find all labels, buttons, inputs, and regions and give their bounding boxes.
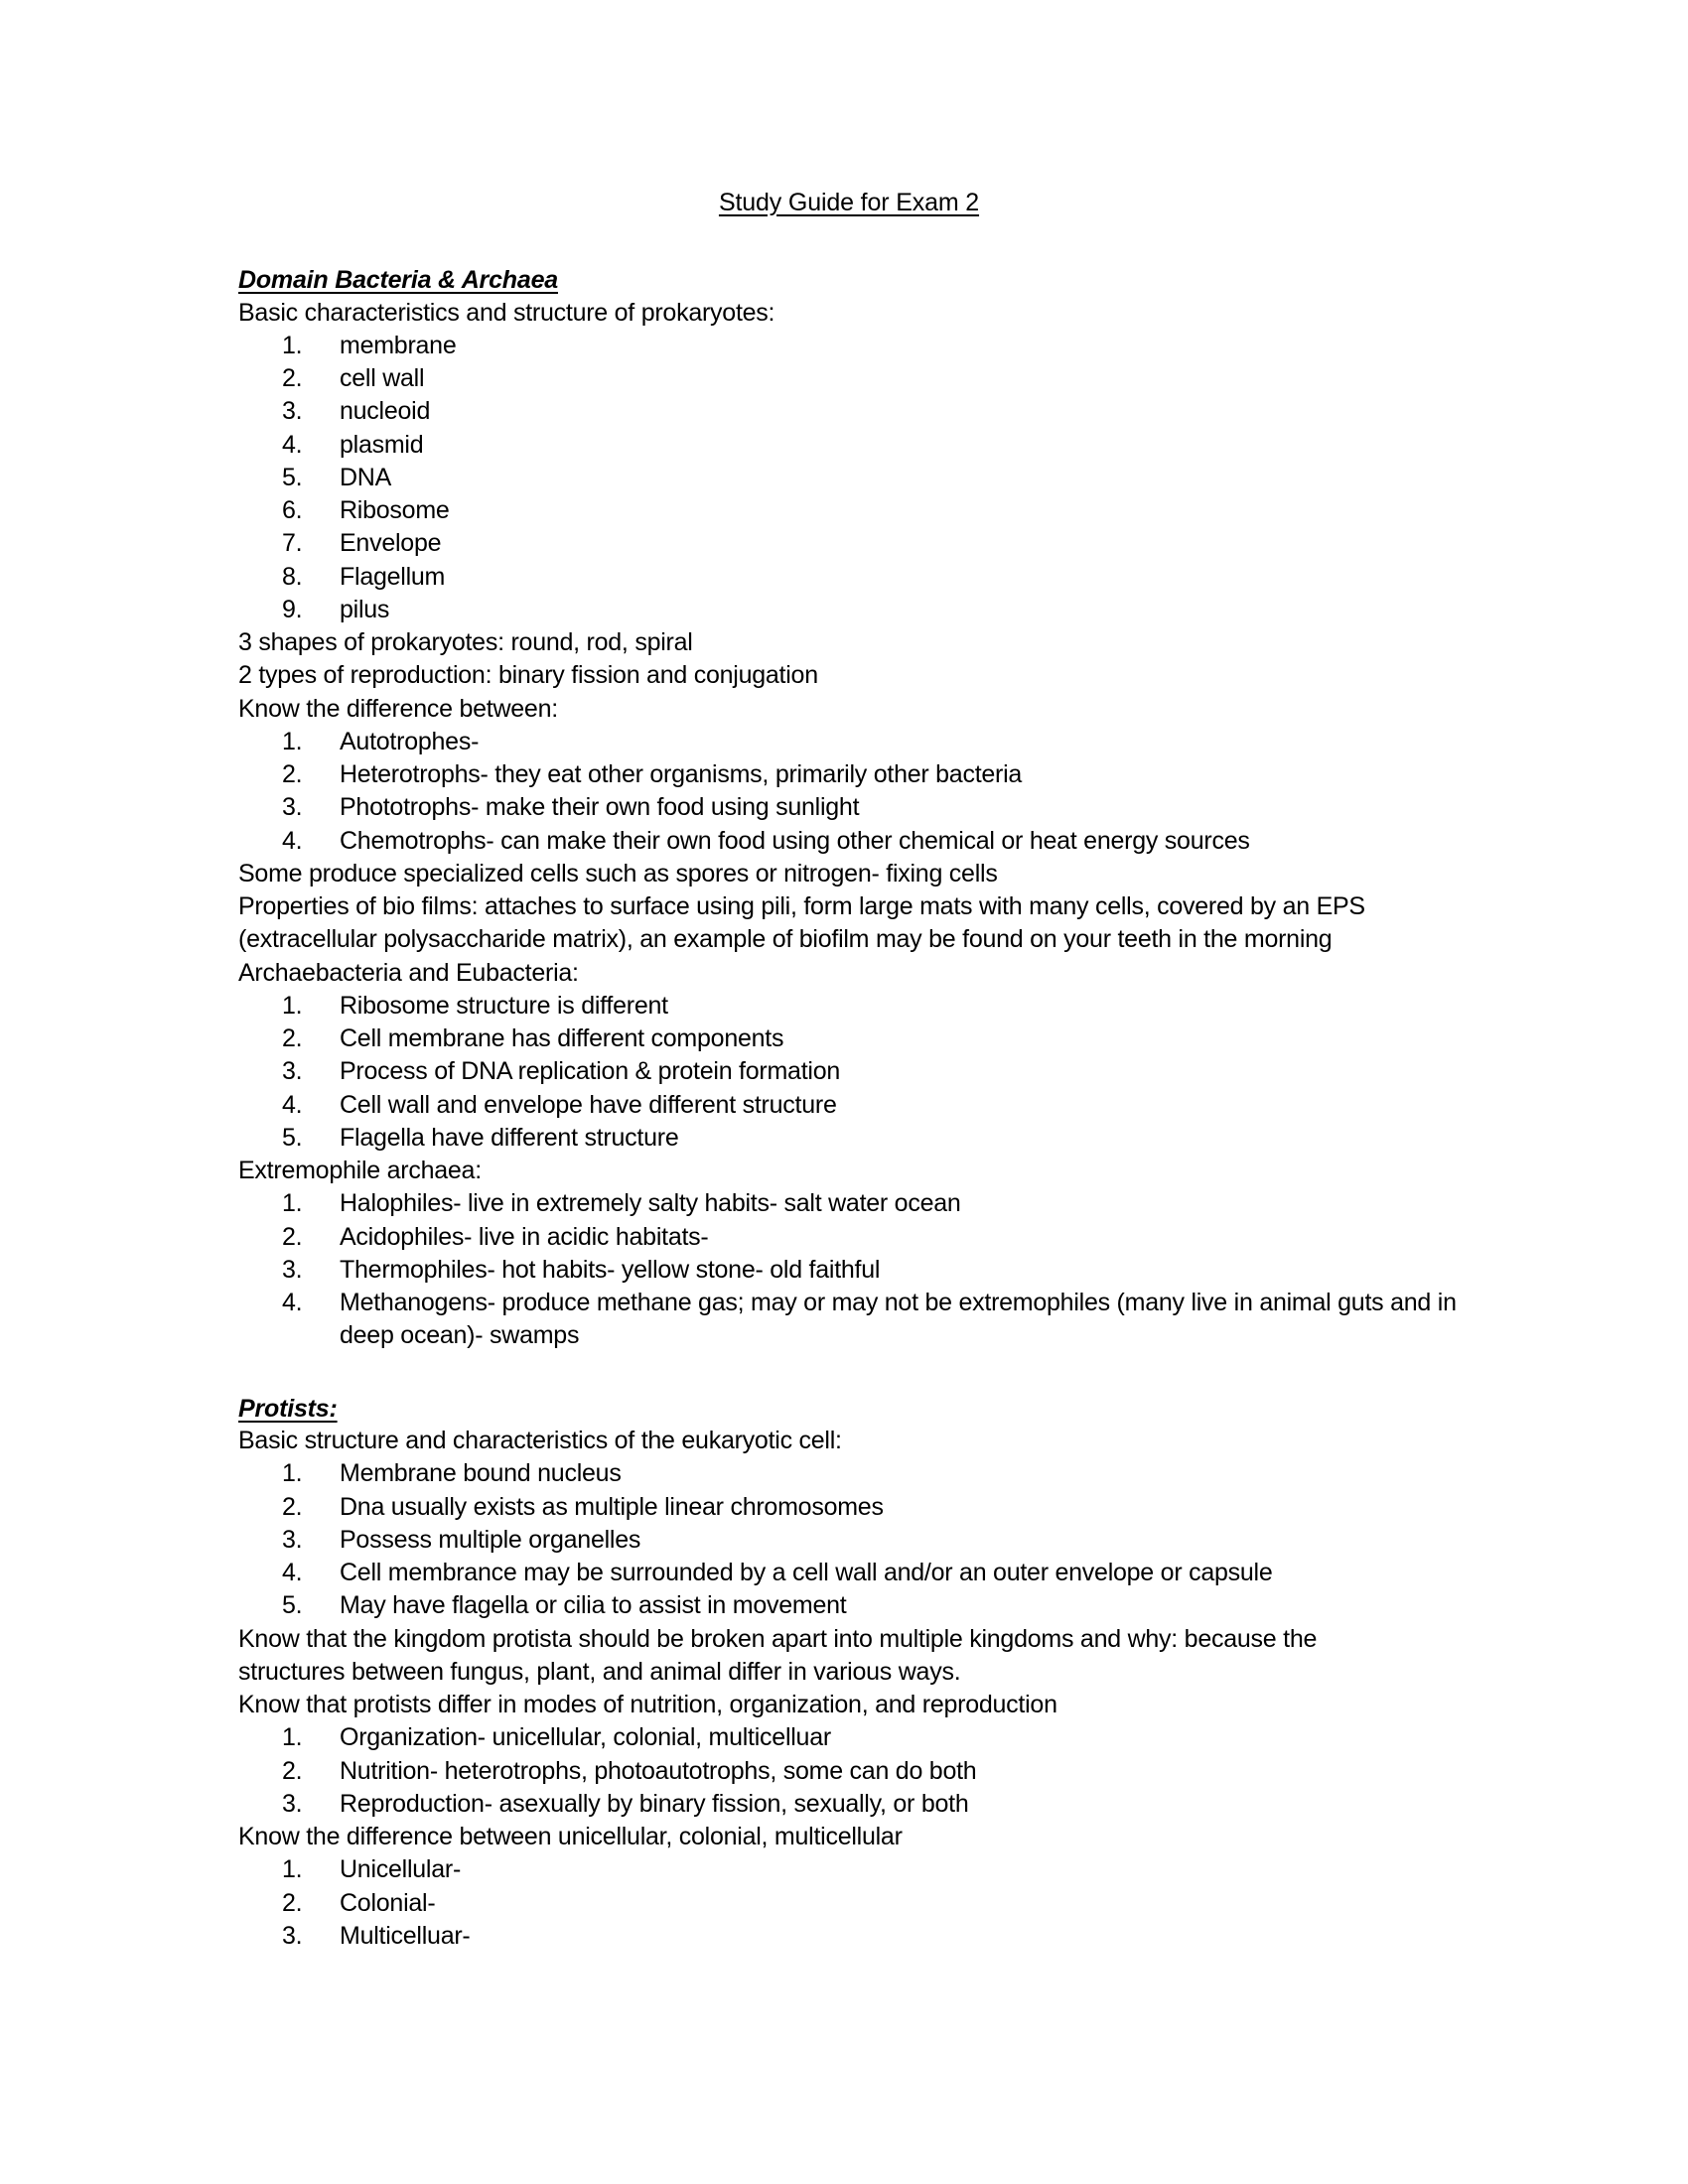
list-item (238, 462, 1460, 494)
list-item-number: 3. (282, 1057, 303, 1086)
paragraph: Extremophile archaea: (238, 1157, 482, 1184)
list-item-label: Ribosome structure is different (340, 991, 668, 1020)
list-item-number: 2. (282, 1222, 303, 1251)
section-heading: Protists: (238, 1394, 338, 1423)
list-item-label: Autotrophes- (340, 727, 480, 755)
list-item (238, 1755, 1460, 1788)
list-item (238, 330, 1460, 362)
list-item-number: 4. (282, 1559, 303, 1586)
paragraph: Know the difference between unicellular, colonial, multicellular (238, 1823, 903, 1850)
list-item-label: Colonial- (340, 1888, 436, 1917)
list-item-number: 1. (282, 991, 303, 1020)
numbered-list (238, 1853, 1460, 1953)
list-item-label: Multicelluar- (340, 1921, 471, 1950)
paragraph: Know the difference between: (238, 694, 558, 723)
page-title-text: Study Guide for Exam 2 (718, 189, 980, 216)
numbered-list (238, 1187, 1460, 1352)
list-item-number: 3. (282, 1789, 303, 1818)
list-item-number: 9. (282, 595, 303, 623)
list-item-number: 2. (282, 1756, 303, 1785)
list-item (238, 758, 1460, 791)
list-item (238, 1557, 1460, 1589)
list-item (238, 1055, 1460, 1088)
list-item-label: Thermophiles- hot habits- yellow stone- old faithful (340, 1255, 881, 1284)
list-item (238, 1491, 1460, 1524)
list-item-number: 6. (282, 496, 303, 524)
list-item-label: Heterotrophs- they eat other organisms, primarily other bacteria (340, 760, 1023, 788)
list-item (238, 594, 1460, 626)
section-heading: Domain Bacteria & Archaea (238, 266, 558, 294)
list-item-number: 3. (282, 1255, 303, 1284)
numbered-list (238, 726, 1460, 858)
list-item (238, 726, 1460, 758)
list-item-label: Organization- unicellular, colonial, multicelluar (340, 1723, 831, 1752)
list-item-number: 2. (282, 1888, 303, 1917)
paragraph: Properties of bio films: attaches to surface using pili, form large mats with many cells, covered by an EPS (extracellular polysaccharide matrix), an example of biofilm may be found on your teeth in the morning (238, 892, 1365, 954)
list-item-label: Cell wall and envelope have different structure (340, 1090, 837, 1119)
list-item-number: 3. (282, 1525, 303, 1554)
list-item-number: 3. (282, 793, 303, 822)
list-item-label: Membrane bound nucleus (340, 1459, 622, 1488)
list-item-label: DNA (340, 463, 392, 491)
list-item-number: 2. (282, 760, 303, 788)
list-item-label: Dna usually exists as multiple linear chromosomes (340, 1492, 884, 1521)
list-item (238, 561, 1460, 594)
list-item-label: Flagellum (340, 562, 446, 591)
numbered-list (238, 990, 1460, 1155)
numbered-list (238, 1457, 1460, 1622)
numbered-list (238, 1721, 1460, 1821)
list-item (238, 990, 1460, 1023)
list-item-label: May have flagella or cilia to assist in movement (340, 1591, 847, 1620)
list-item (238, 429, 1460, 462)
list-item-label: Cell membrance may be surrounded by a cell wall and/or an outer envelope or capsule (340, 1559, 1273, 1586)
list-item (238, 395, 1460, 428)
list-item-number: 1. (282, 1723, 303, 1752)
list-item-label: Possess multiple organelles (340, 1525, 641, 1554)
list-item (238, 1788, 1460, 1821)
list-item-number: 2. (282, 1024, 303, 1052)
numbered-list (238, 330, 1460, 626)
list-item (238, 1920, 1460, 1953)
list-item-label: Envelope (340, 529, 442, 558)
list-item-number: 1. (282, 1189, 303, 1218)
paragraph: Know that protists differ in modes of nutrition, organization, and reproduction (238, 1691, 1057, 1718)
list-item-number: 3. (282, 397, 303, 426)
list-item-number: 1. (282, 331, 303, 359)
paragraph: Know that the kingdom protista should be broken apart into multiple kingdoms and why: because the structures between fungus, plant, and animal differ in various ways. (238, 1624, 1318, 1686)
list-item (238, 1721, 1460, 1754)
list-item (238, 494, 1460, 527)
list-item (238, 825, 1460, 858)
paragraph: Some produce specialized cells such as spores or nitrogen- fixing cells (238, 859, 998, 887)
list-item-label: Chemotrophs- can make their own food using other chemical or heat energy sources (340, 826, 1250, 855)
list-item-label: pilus (340, 595, 390, 623)
paragraph: 2 types of reproduction: binary fission and conjugation (238, 661, 818, 690)
list-item-label: membrane (340, 331, 457, 359)
list-item-label: Acidophiles- live in acidic habitats- (340, 1222, 709, 1251)
list-item-number: 4. (282, 430, 303, 459)
list-item (238, 527, 1460, 560)
list-item-label: Phototrophs- make their own food using sunlight (340, 793, 860, 822)
list-item-number: 2. (282, 1492, 303, 1521)
list-item-number: 5. (282, 1123, 303, 1152)
paragraph: Basic structure and characteristics of the eukaryotic cell: (238, 1427, 842, 1454)
list-item-number: 5. (282, 1591, 303, 1620)
list-item-number: 1. (282, 1459, 303, 1488)
list-item-label: Flagella have different structure (340, 1123, 679, 1152)
paragraph: 3 shapes of prokaryotes: round, rod, spiral (238, 628, 693, 656)
list-item-label: plasmid (340, 430, 424, 459)
list-item-number: 3. (282, 1921, 303, 1950)
document-body (238, 264, 1460, 1953)
list-item-label: Cell membrane has different components (340, 1024, 784, 1052)
list-item-number: 5. (282, 463, 303, 491)
list-item (238, 1023, 1460, 1055)
list-item-label: nucleoid (340, 397, 431, 426)
page-title (238, 189, 1460, 216)
list-item-number: 8. (282, 562, 303, 591)
list-item-label: Unicellular- (340, 1855, 462, 1884)
list-item (238, 1853, 1460, 1886)
list-item-label: Ribosome (340, 496, 450, 524)
list-item-number: 7. (282, 529, 303, 558)
list-item-label: Nutrition- heterotrophs, photoautotrophs, some can do both (340, 1756, 977, 1785)
list-item-label: Halophiles- live in extremely salty habits- salt water ocean (340, 1189, 961, 1218)
list-item (238, 1089, 1460, 1122)
list-item (238, 362, 1460, 395)
paragraph: Basic characteristics and structure of prokaryotes: (238, 298, 775, 327)
list-item (238, 1287, 1460, 1353)
list-item-label: Process of DNA replication & protein formation (340, 1057, 841, 1086)
list-item-number: 4. (282, 826, 303, 855)
list-item-number: 1. (282, 727, 303, 755)
list-item (238, 791, 1460, 824)
list-item (238, 1254, 1460, 1287)
list-item (238, 1589, 1460, 1622)
list-item-number: 1. (282, 1855, 303, 1884)
list-item (238, 1221, 1460, 1254)
list-item (238, 1457, 1460, 1490)
list-item-label: Methanogens- produce methane gas; may or may not be extremophiles (many live in animal guts and in deep ocean)- swamps (340, 1289, 1457, 1350)
list-item-number: 2. (282, 364, 303, 392)
list-item-number: 4. (282, 1090, 303, 1119)
list-item-label: Reproduction- asexually by binary fission, sexually, or both (340, 1789, 969, 1818)
list-item (238, 1187, 1460, 1220)
section-spacer (238, 1353, 1460, 1393)
list-item (238, 1524, 1460, 1557)
list-item-number: 4. (282, 1289, 303, 1316)
list-item (238, 1887, 1460, 1920)
paragraph: Archaebacteria and Eubacteria: (238, 958, 579, 987)
list-item-label: cell wall (340, 364, 425, 392)
list-item (238, 1122, 1460, 1155)
